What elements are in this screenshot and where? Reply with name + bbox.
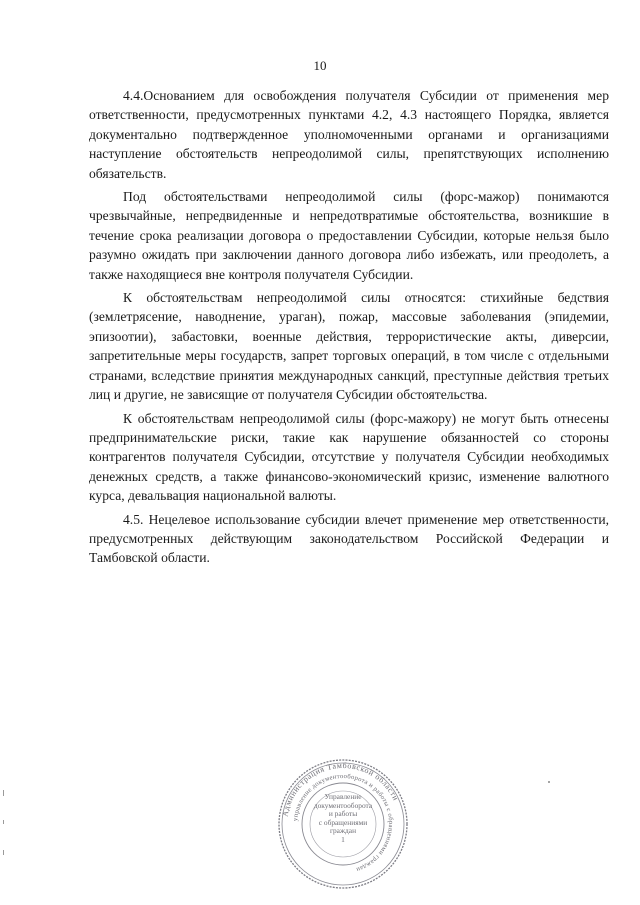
paragraph-force-majeure-list: К обстоятельствам непреодолимой силы относятся: стихийные бедствия (землетрясение, наводнение, ураган), пожар, массовые заболевания (эпидемии, эпизоотии), забастовки, военные действия, террористические акты, диверсии, запретительные меры государств, запрет торговых операций, в том числе с отдельными странами, вследствие принятия международных санкций, преступные действия третьих лиц и другие, не зависящие от получателя Субсидии обстоятельства.	[89, 290, 609, 403]
paragraph-4-4: 4.4.Основанием для освобождения получателя Субсидии от применения мер ответственности, предусмотренных пунктами 4.2, 4.3 настоящего Порядка, является документально подтвержденное уполномоченными органами и организациями наступление обстоятельств непреодолимой силы, препятствующих исполнению обязательств.	[89, 88, 609, 181]
stamp-outer-ring-text: Администрация Тамбовской области	[280, 760, 401, 818]
stamp-center-line: с обращениями	[318, 817, 368, 827]
stamp-center-line: Управление	[324, 792, 362, 801]
paragraph-force-majeure-definition: Под обстоятельствами непреодолимой силы (форс-мажор) понимаются чрезвычайные, непредвиденные и непредотвратимые обстоятельства, возникшие в течение срока реализации договора о предоставлении Субсидии, которые нельзя было разумно ожидать при заключении данного договора либо избежать, или преодолеть, а также находящиеся вне контроля получателя Субсидии.	[89, 189, 609, 282]
paragraph-4-5: 4.5. Нецелевое использование субсидии влечет применение мер ответственности, предусмотренных действующим законодательством Российской Федерации и Тамбовской области.	[89, 511, 609, 566]
stamp-center-line: и работы	[328, 809, 358, 819]
stamp-center-line: документооборота	[313, 800, 373, 810]
scan-margin-mark	[3, 850, 4, 855]
scan-margin-mark	[3, 820, 4, 824]
page-number: 10	[313, 58, 327, 73]
paragraph-force-majeure-exclusions: К обстоятельствам непреодолимой силы (форс-мажору) не могут быть отнесены предпринимательские риски, такие как нарушение обязанностей со стороны контрагентов получателя Субсидии, отсутствие у получателя Субсидии необходимых денежных средств, а также финансово-экономический кризис, изменение валютного курса, девальвация национальной валюты.	[89, 410, 609, 504]
stamp-center-line: граждан	[329, 826, 357, 836]
scan-margin-mark	[3, 790, 4, 796]
official-stamp	[276, 757, 410, 891]
body-text	[89, 86, 609, 572]
stamp-middle-ring-text: управление документооборота и работы с обращениями граждан	[292, 772, 395, 873]
stamp-center-line: 1	[341, 834, 345, 844]
stamp-center-text	[309, 793, 377, 845]
scan-speck	[548, 781, 550, 783]
